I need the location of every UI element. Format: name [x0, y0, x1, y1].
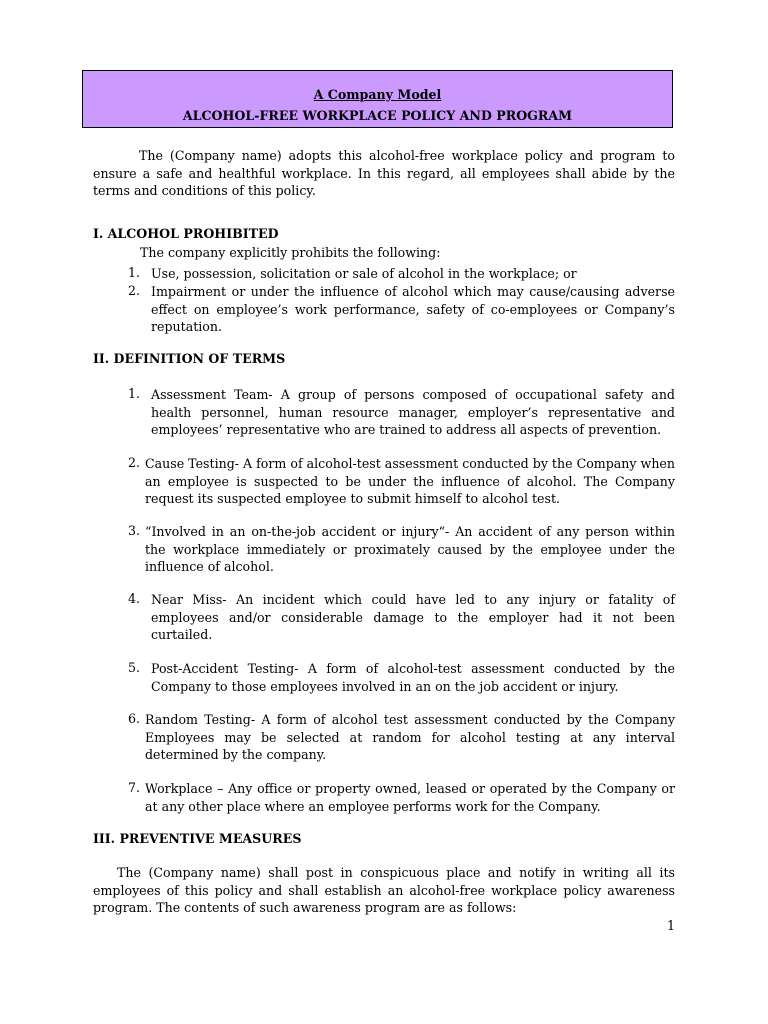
section-heading-alcohol-prohibited: I. ALCOHOL PROHIBITED — [93, 226, 279, 241]
intro-paragraph: The (Company name) adopts this alcohol-free workplace policy and program to ensure a safe and healthful workplace. In this regard, all employees shall abide by the terms and conditions of this policy. — [93, 148, 675, 198]
list-item-text: Random Testing- A form of alcohol test assessment conducted by the Company Employees may be selected at random for alcohol testing at any interval determined by the company. — [145, 712, 675, 762]
document-subtitle: A Company Model — [313, 87, 442, 102]
list-item-text: Use, possession, solicitation or sale of alcohol in the workplace; or — [151, 266, 577, 281]
list-item-text: Assessment Team- A group of persons composed of occupational safety and health personnel, human resource manager, employer’s representative and employees’ representative who are trained to address all aspects of prevention. — [151, 387, 675, 437]
section-lead: The company explicitly prohibits the following: — [140, 245, 441, 260]
list-item-number: 7. — [128, 780, 141, 795]
list-item-text: Impairment or under the influence of alcohol which may cause/causing adverse effect on employee’s work performance, safety of co-employees or Company’s reputation. — [151, 284, 675, 334]
section-heading-preventive-measures: III. PREVENTIVE MEASURES — [93, 831, 302, 846]
list-item-number: 2. — [128, 283, 141, 298]
list-item-number: 4. — [128, 591, 141, 606]
list-item-number: 1. — [128, 386, 141, 401]
section-paragraph: The (Company name) shall post in conspicuous place and notify in writing all its employees of this policy and shall establish an alcohol-free workplace policy awareness program. The contents of such awareness program are as follows: — [93, 865, 675, 915]
section-heading-definition-of-terms: II. DEFINITION OF TERMS — [93, 351, 286, 366]
title-box — [82, 70, 673, 128]
list-item-text: Post-Accident Testing- A form of alcohol-test assessment conducted by the Company to those employees involved in an on the job accident or injury. — [151, 661, 675, 694]
list-item-number: 6. — [128, 711, 141, 726]
list-item-number: 2. — [128, 455, 141, 470]
document-title: ALCOHOL-FREE WORKPLACE POLICY AND PROGRAM — [182, 108, 573, 123]
list-item-text: Workplace – Any office or property owned, leased or operated by the Company or at any other place where an employee performs work for the Company. — [145, 781, 675, 814]
list-item-number: 5. — [128, 660, 141, 675]
list-item-text: Near Miss- An incident which could have led to any injury or fatality of employees and/or considerable damage to the employer had it not been curtailed. — [151, 592, 675, 642]
list-item-text: “Involved in an on-the-job accident or injury“- An accident of any person within the workplace immediately or proximately caused by the employee under the influence of alcohol. — [145, 524, 675, 574]
list-item-number: 1. — [128, 265, 141, 280]
page-number: 1 — [667, 918, 676, 933]
list-item-number: 3. — [128, 523, 141, 538]
list-item-text: Cause Testing- A form of alcohol-test assessment conducted by the Company when an employee is suspected to be under the influence of alcohol. The Company request its suspected employee to submit himself to alcohol test. — [145, 456, 675, 506]
